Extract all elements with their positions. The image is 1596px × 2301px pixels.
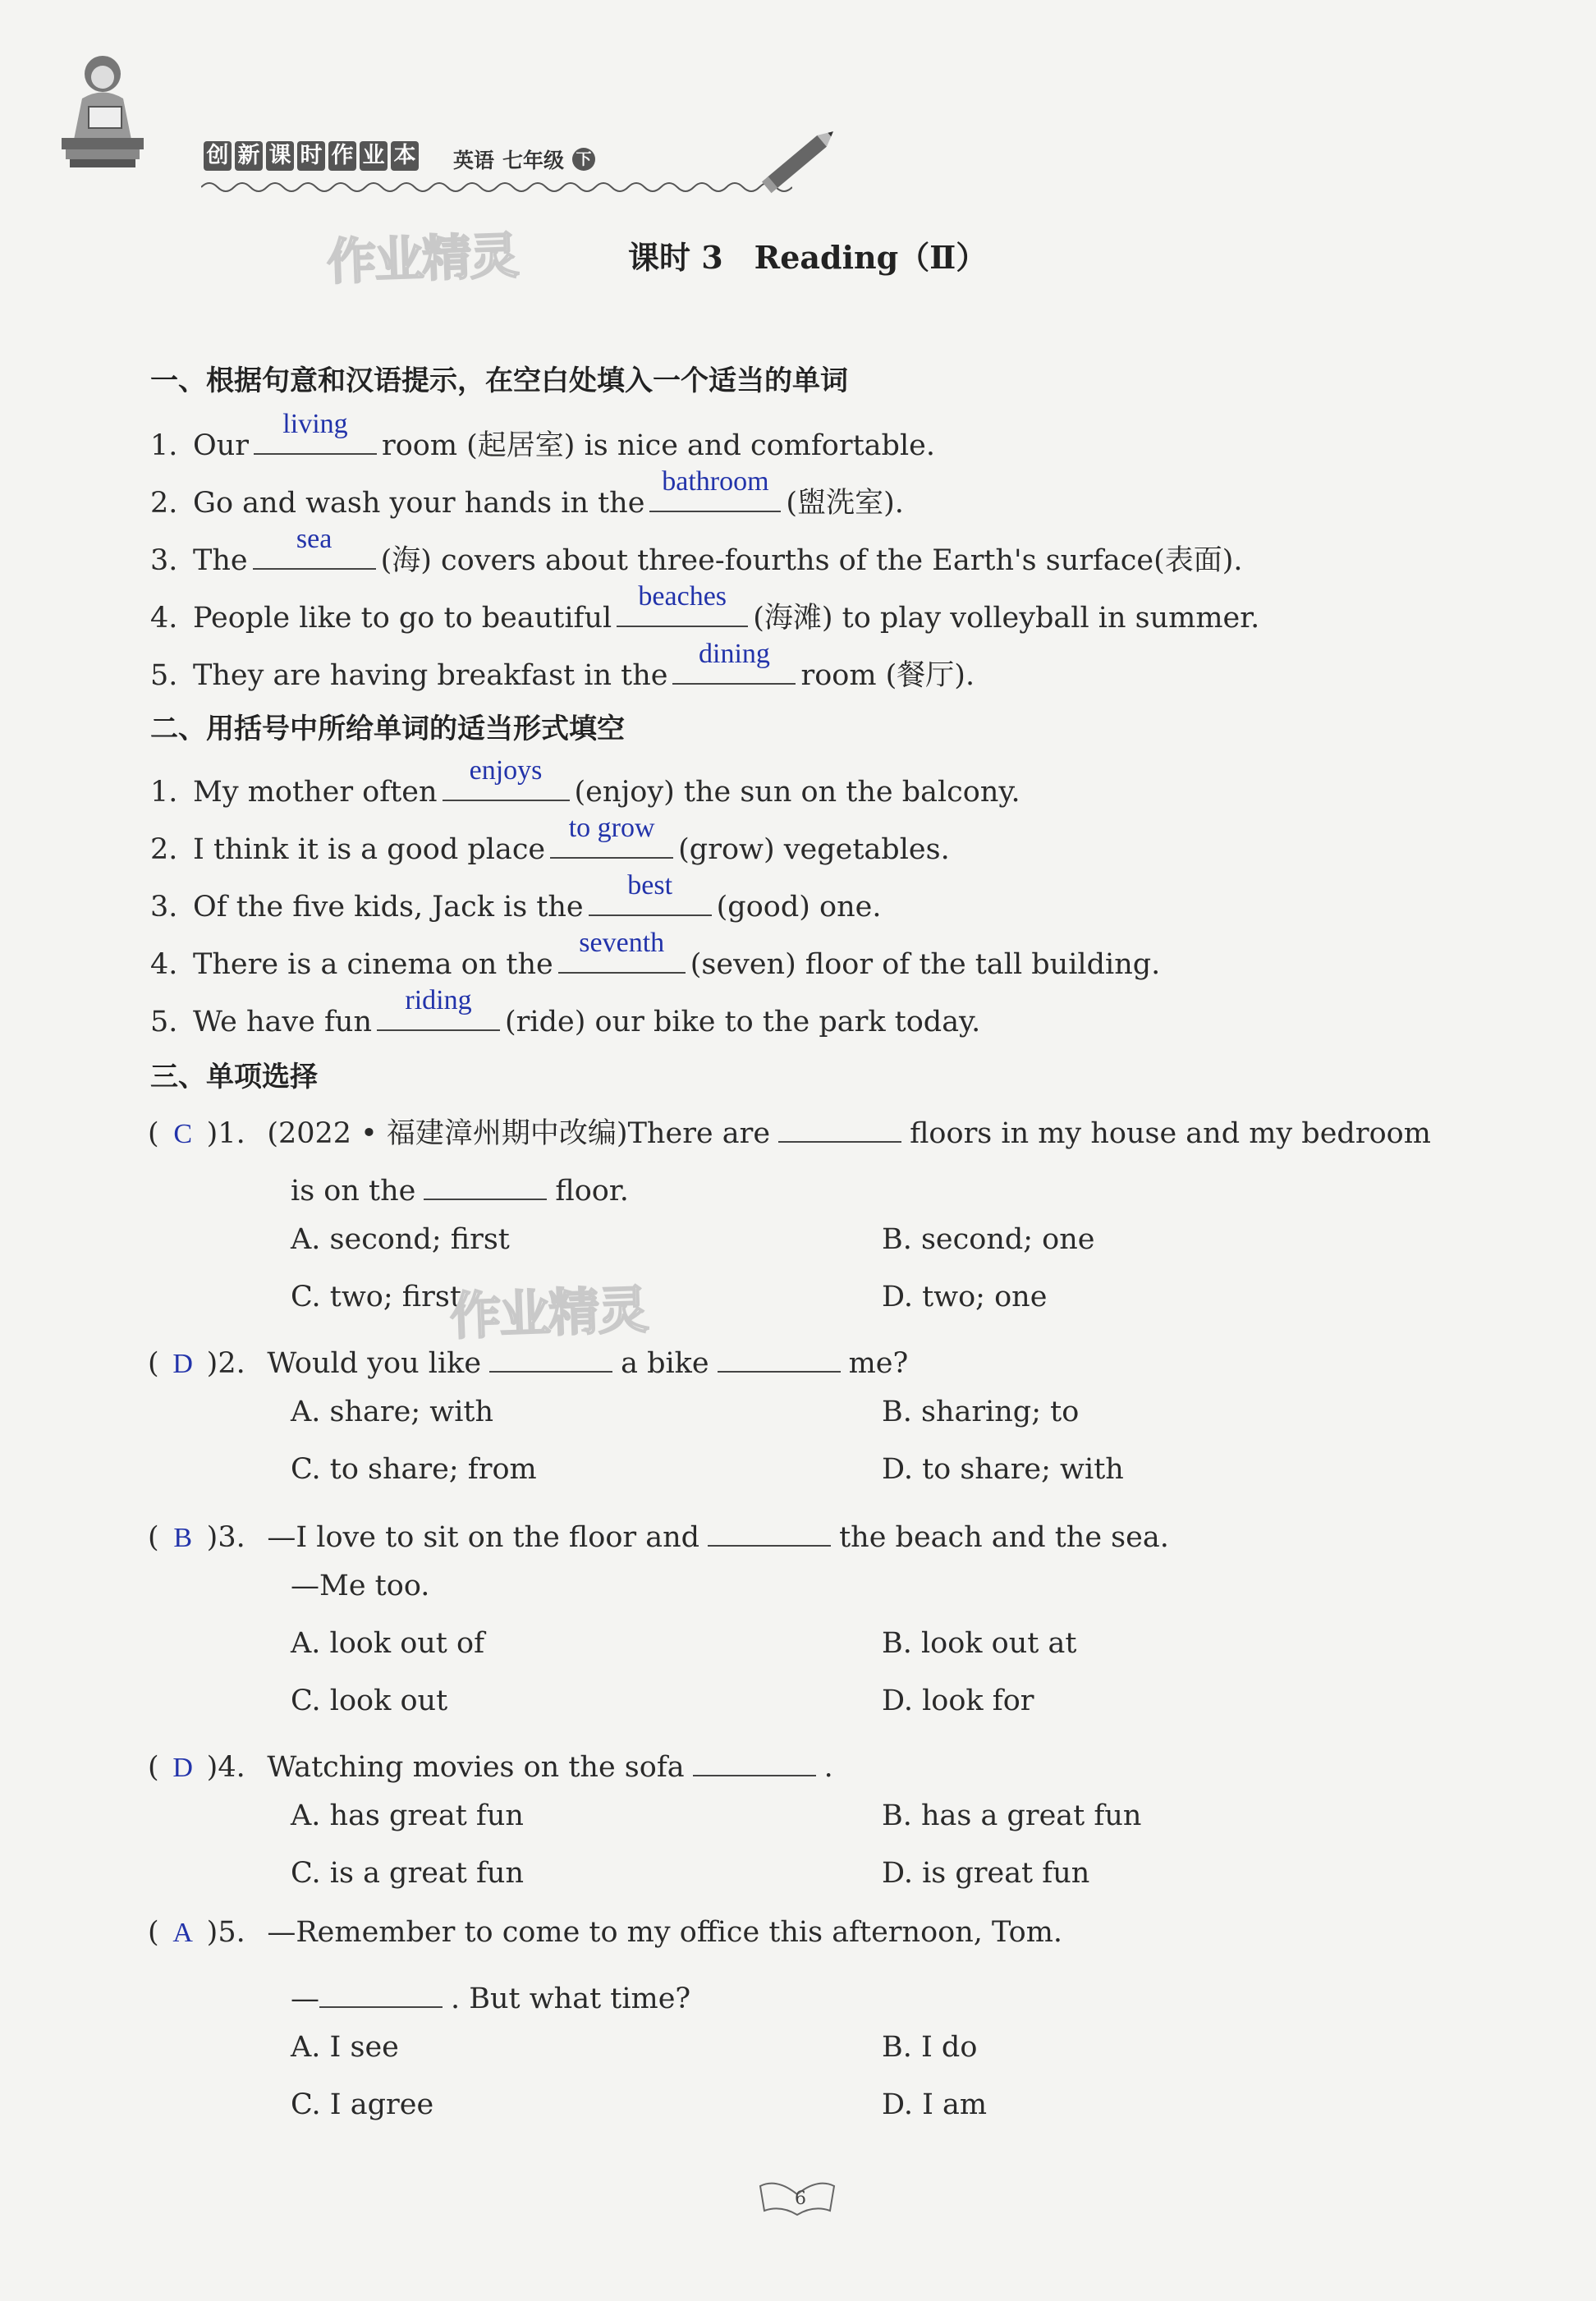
item-text: My mother often — [193, 776, 438, 809]
answer-paren-open: ( — [148, 1117, 159, 1150]
option-d[interactable]: D. to share; with — [882, 1453, 1124, 1486]
item-number: 2. — [150, 833, 178, 866]
answer-blank[interactable] — [617, 581, 748, 627]
answer-blank[interactable] — [708, 1512, 831, 1547]
question-continuation: —Me too. — [291, 1570, 430, 1602]
handwritten-choice[interactable]: C — [173, 1119, 192, 1149]
item-text: (海) covers about three-fourths of the Earth's surface(表面). — [380, 544, 1243, 577]
brand-char: 作 — [328, 141, 356, 171]
question-stem: Would you like — [267, 1347, 482, 1380]
exercise-line — [150, 524, 1243, 579]
answer-blank[interactable] — [550, 813, 673, 859]
answer-blank[interactable] — [489, 1338, 612, 1373]
item-text: (grow) vegetables. — [678, 833, 950, 866]
question-stem: —Remember to come to my office this afternoon, Tom. — [267, 1916, 1063, 1949]
item-text: Go and wash your hands in the — [193, 487, 645, 520]
handwritten-answer: living — [282, 409, 348, 439]
answer-paren-close: ) — [206, 1521, 218, 1554]
brand-char: 本 — [391, 141, 419, 171]
item-text: People like to go to beautiful — [193, 602, 612, 635]
question-number: 5. — [218, 1916, 245, 1949]
question-stem: me? — [848, 1347, 909, 1380]
book-meta — [453, 144, 595, 174]
page-header — [57, 41, 796, 181]
item-text: (seven) floor of the tall building. — [690, 948, 1161, 981]
handwritten-answer: riding — [405, 985, 472, 1015]
watermark-logo: 作业精灵 — [326, 227, 519, 292]
handwritten-choice[interactable]: A — [172, 1918, 193, 1948]
answer-paren-close: ) — [206, 1751, 218, 1784]
item-number: 1. — [150, 429, 178, 462]
option-b[interactable]: B. I do — [882, 2031, 978, 2064]
option-d[interactable]: D. is great fun — [882, 1857, 1090, 1890]
exercise-line — [150, 639, 975, 694]
series-brand — [204, 141, 419, 171]
answer-paren-open: ( — [148, 1347, 159, 1380]
question-number: 4. — [218, 1751, 245, 1784]
question-continuation — [291, 1166, 629, 1208]
option-a[interactable]: A. has great fun — [291, 1799, 524, 1832]
handwritten-answer: best — [627, 870, 673, 901]
grade-label: 七年级 — [502, 149, 565, 172]
option-c[interactable]: C. two; first — [291, 1281, 461, 1313]
option-c[interactable]: C. I agree — [291, 2088, 434, 2121]
option-b[interactable]: B. sharing; to — [882, 1396, 1080, 1428]
mc-question — [148, 1338, 908, 1380]
question-stem: —I love to sit on the floor and — [267, 1521, 700, 1554]
option-d[interactable]: D. two; one — [882, 1281, 1048, 1313]
item-text: There is a cinema on the — [193, 948, 553, 981]
exercise-line — [150, 813, 950, 866]
section1-heading: 一、根据句意和汉语提示，在空白处填入一个适当的单词 — [150, 364, 848, 397]
item-text: (盥洗室). — [786, 487, 904, 520]
volume-badge: 下 — [572, 148, 595, 171]
handwritten-choice[interactable]: B — [173, 1523, 192, 1553]
handwritten-answer: enjoys — [469, 755, 543, 786]
page-number: 6 — [795, 2189, 806, 2209]
item-text: room (起居室) is nice and comfortable. — [381, 429, 935, 462]
item-number: 2. — [150, 487, 178, 520]
answer-blank[interactable] — [589, 870, 712, 916]
question-stem: a bike — [621, 1347, 709, 1380]
handwritten-answer: sea — [296, 524, 332, 554]
item-text: (ride) our bike to the park today. — [505, 1006, 981, 1038]
item-text: We have fun — [193, 1006, 373, 1038]
item-number: 3. — [150, 544, 178, 577]
item-text: Of the five kids, Jack is the — [193, 891, 584, 924]
answer-paren-open: ( — [148, 1521, 159, 1554]
answer-blank[interactable] — [424, 1166, 547, 1200]
answer-blank[interactable] — [778, 1108, 901, 1143]
option-a[interactable]: A. second; first — [291, 1223, 510, 1256]
handwritten-answer: dining — [699, 639, 770, 669]
brand-char: 时 — [297, 141, 325, 171]
item-text: Our — [193, 429, 249, 462]
answer-blank[interactable] — [443, 755, 570, 801]
answer-blank[interactable] — [253, 524, 376, 570]
question-number: 2. — [218, 1347, 245, 1380]
answer-blank[interactable] — [672, 639, 796, 685]
item-text: They are having breakfast in the — [193, 659, 668, 692]
answer-blank[interactable] — [558, 928, 686, 974]
exercise-line — [150, 985, 981, 1038]
item-text: room (餐厅). — [800, 659, 975, 692]
exercise-line — [150, 581, 1260, 636]
wavy-divider — [201, 179, 792, 195]
answer-blank[interactable] — [319, 1973, 443, 2008]
option-a[interactable]: A. share; with — [291, 1396, 494, 1428]
mc-question — [148, 1108, 1431, 1152]
option-b[interactable]: B. look out at — [882, 1627, 1077, 1660]
item-number: 1. — [150, 776, 178, 809]
brand-char: 业 — [360, 141, 388, 171]
option-c[interactable]: C. is a great fun — [291, 1857, 524, 1890]
mc-question — [148, 1512, 1169, 1554]
handwritten-answer: bathroom — [662, 466, 769, 497]
answer-blank[interactable] — [254, 409, 377, 455]
exercise-line — [150, 928, 1161, 981]
item-text: The — [193, 544, 248, 577]
item-number: 4. — [150, 948, 178, 981]
option-d[interactable]: D. I am — [882, 2088, 988, 2121]
option-a[interactable]: A. I see — [291, 2031, 399, 2064]
item-number: 3. — [150, 891, 178, 924]
answer-blank[interactable] — [718, 1338, 841, 1373]
option-b[interactable]: B. has a great fun — [882, 1799, 1142, 1832]
watermark-logo: 作业精灵 — [448, 1279, 649, 1347]
answer-paren-close: ) — [206, 1916, 218, 1949]
brand-char: 新 — [235, 141, 263, 171]
question-stem: Watching movies on the sofa — [267, 1751, 685, 1784]
handwritten-choice[interactable]: D — [172, 1349, 193, 1379]
brand-char: 创 — [204, 141, 232, 171]
answer-paren-open: ( — [148, 1916, 159, 1949]
section3-heading: 三、单项选择 — [150, 1061, 318, 1093]
item-text: I think it is a good place — [193, 833, 546, 866]
mc-question — [148, 1916, 1062, 1949]
question-stem: (2022 • 福建漳州期中改编)There are — [267, 1117, 771, 1150]
girl-reading-illustration — [57, 49, 156, 172]
question-stem: is on the — [291, 1175, 416, 1208]
lesson-title: 课时 3 Reading（Ⅱ） — [628, 239, 988, 276]
question-stem: floor. — [555, 1175, 629, 1208]
handwritten-choice[interactable]: D — [172, 1753, 193, 1783]
question-stem: . But what time? — [451, 1982, 691, 2015]
answer-blank[interactable] — [649, 466, 781, 512]
answer-blank[interactable] — [693, 1742, 816, 1776]
question-number: 3. — [218, 1521, 245, 1554]
question-continuation — [291, 1973, 690, 2015]
handwritten-answer: to grow — [568, 813, 655, 843]
answer-paren-close: ) — [206, 1117, 218, 1150]
option-b[interactable]: B. second; one — [882, 1223, 1095, 1256]
pencil-icon — [755, 119, 846, 201]
question-stem: — — [291, 1982, 319, 2015]
item-number: 4. — [150, 602, 178, 635]
item-text: (enjoy) the sun on the balcony. — [574, 776, 1020, 809]
brand-char: 课 — [266, 141, 294, 171]
mc-question — [148, 1742, 833, 1784]
exercise-line — [150, 466, 904, 521]
exercise-line — [150, 870, 882, 924]
question-stem: the beach and the sea. — [839, 1521, 1169, 1554]
question-number: 1. — [218, 1117, 245, 1150]
section2-heading: 二、用括号中所给单词的适当形式填空 — [150, 713, 625, 745]
exercise-line — [150, 409, 935, 464]
item-number: 5. — [150, 1006, 178, 1038]
answer-blank[interactable] — [377, 985, 500, 1031]
item-text: (海滩) to play volleyball in summer. — [753, 602, 1260, 635]
option-c[interactable]: C. to share; from — [291, 1453, 537, 1486]
handwritten-answer: beaches — [638, 581, 727, 612]
option-a[interactable]: A. look out of — [291, 1627, 485, 1660]
subject-label: 英语 — [453, 149, 495, 172]
exercise-line — [150, 755, 1020, 809]
question-stem: . — [823, 1751, 833, 1784]
answer-paren-close: ) — [206, 1347, 218, 1380]
option-d[interactable]: D. look for — [882, 1684, 1034, 1717]
answer-paren-open: ( — [148, 1751, 159, 1784]
question-stem: floors in my house and my bedroom — [910, 1117, 1431, 1150]
option-c[interactable]: C. look out — [291, 1684, 448, 1717]
item-number: 5. — [150, 659, 178, 692]
item-text: (good) one. — [716, 891, 882, 924]
handwritten-answer: seventh — [579, 928, 665, 958]
